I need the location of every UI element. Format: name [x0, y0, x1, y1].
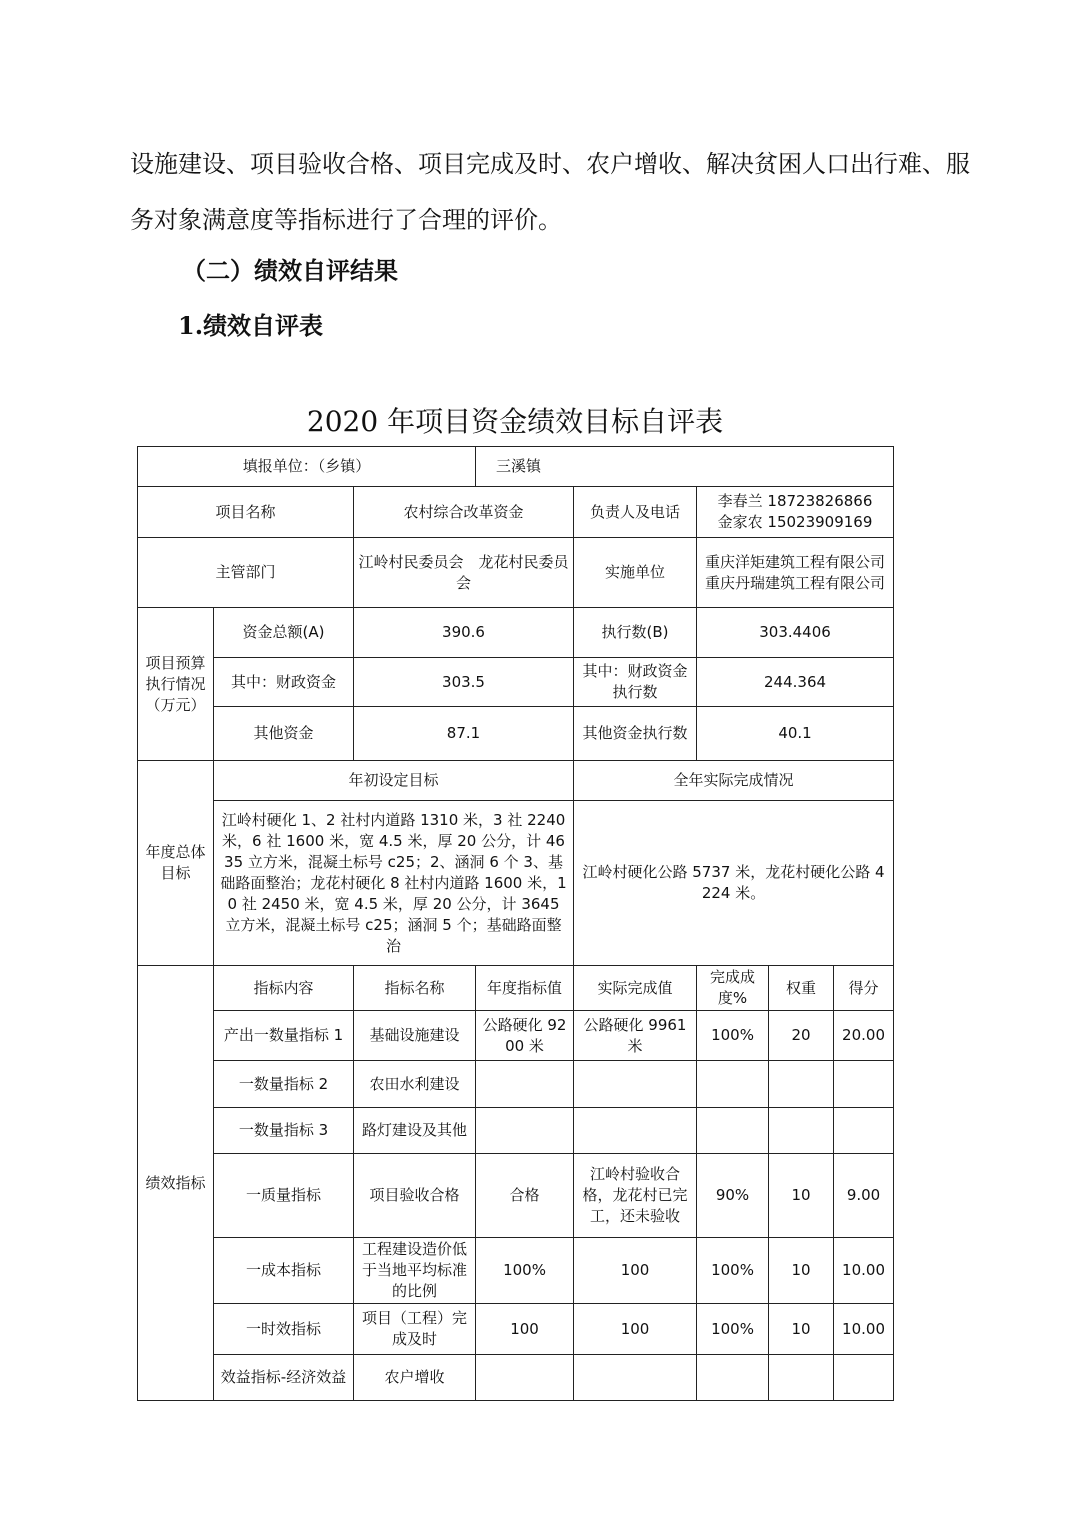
table-row	[138, 1061, 894, 1108]
indicator-content: 效益指标-经济效益	[214, 1355, 354, 1401]
impl-value: 重庆洋矩建筑工程有限公司 重庆丹瑞建筑工程有限公司	[697, 538, 894, 608]
indicator-content: 一数量指标 3	[214, 1108, 354, 1154]
indicator-weight: 10	[769, 1238, 834, 1304]
fiscal-exec-label: 其中：财政资金执行数	[574, 658, 697, 707]
evaluation-table	[137, 446, 894, 1401]
indicator-name: 工程建设造价低于当地平均标准的比例	[354, 1238, 476, 1304]
project-name: 农村综合改革资金	[354, 487, 574, 538]
table-row	[138, 538, 894, 608]
budget-label: 项目预算执行情况（万元）	[138, 608, 214, 761]
dept-value: 江岭村民委员会 龙花村民委员会	[354, 538, 574, 608]
indicator-rate	[697, 1061, 769, 1108]
actual-header: 全年实际完成情况	[574, 761, 894, 801]
contact-1: 李春兰 18723826866	[717, 492, 873, 510]
indicator-target: 公路硬化 9200 米	[476, 1011, 574, 1061]
indicator-rate: 100%	[697, 1238, 769, 1304]
indicator-rate: 100%	[697, 1011, 769, 1061]
impl-label: 实施单位	[574, 538, 697, 608]
indicator-score: 10.00	[834, 1304, 894, 1355]
executed: 303.4406	[697, 608, 894, 658]
indicator-actual: 100	[574, 1304, 697, 1355]
indicator-target	[476, 1061, 574, 1108]
indicator-content: 产出一数量指标 1	[214, 1011, 354, 1061]
col-header: 年度指标值	[476, 966, 574, 1011]
col-header: 指标内容	[214, 966, 354, 1011]
table-row	[138, 966, 894, 1011]
indicator-score: 20.00	[834, 1011, 894, 1061]
annual-label: 年度总体目标	[138, 761, 214, 966]
intro-paragraph: 设施建设、项目验收合格、项目完成及时、农户增收、解决贫困人口出行难、服务对象满意度等指标进行了合理的评价。	[130, 150, 970, 234]
col-header: 实际完成值	[574, 966, 697, 1011]
actual-text: 江岭村硬化公路 5737 米，龙花村硬化公路 4224 米。	[574, 801, 894, 966]
dept-label: 主管部门	[138, 538, 354, 608]
other: 87.1	[354, 707, 574, 761]
indicator-name: 项目（工程）完成及时	[354, 1304, 476, 1355]
indicator-rate: 90%	[697, 1154, 769, 1238]
target-header: 年初设定目标	[214, 761, 574, 801]
total-funds: 390.6	[354, 608, 574, 658]
indicator-actual: 公路硬化 9961 米	[574, 1011, 697, 1061]
table-row	[138, 447, 894, 487]
table-row	[138, 801, 894, 966]
indicator-name: 基础设施建设	[354, 1011, 476, 1061]
col-header: 得分	[834, 966, 894, 1011]
indicator-score	[834, 1355, 894, 1401]
fiscal: 303.5	[354, 658, 574, 707]
target-text: 江岭村硬化 1、2 社村内道路 1310 米，3 社 2240 米，6 社 1600 米，宽 4.5 米，厚 20 公分，计 4635 立方米，混凝土标号 c25；2、涵洞 6 个 3、基础路面整治；龙花村硬化 8 社村内道路 1600 米，10 社 2450 米，宽 4.5 米，厚 20 公分，计 3645 立方米，混凝土标号 c25；涵洞 5 个；基础路面整治	[214, 801, 574, 966]
indicator-rate: 100%	[697, 1304, 769, 1355]
table-row	[138, 487, 894, 538]
indicator-weight	[769, 1061, 834, 1108]
indicator-actual	[574, 1355, 697, 1401]
indicator-name: 项目验收合格	[354, 1154, 476, 1238]
indicator-actual: 江岭村验收合格，龙花村已完工，还未验收	[574, 1154, 697, 1238]
fiscal-exec: 244.364	[697, 658, 894, 707]
indicator-actual	[574, 1061, 697, 1108]
project-name-label: 项目名称	[138, 487, 354, 538]
unit-value: 三溪镇	[476, 447, 894, 487]
col-header: 权重	[769, 966, 834, 1011]
table-row	[138, 1304, 894, 1355]
other-label: 其他资金	[214, 707, 354, 761]
indicator-rate	[697, 1108, 769, 1154]
indicator-target: 100	[476, 1304, 574, 1355]
indicator-target	[476, 1108, 574, 1154]
indicator-name: 农户增收	[354, 1355, 476, 1401]
indicator-weight	[769, 1355, 834, 1401]
table-row	[138, 1355, 894, 1401]
indicator-content: 一质量指标	[214, 1154, 354, 1238]
indicator-actual: 100	[574, 1238, 697, 1304]
fiscal-label: 其中：财政资金	[214, 658, 354, 707]
indicator-weight: 10	[769, 1304, 834, 1355]
table-row	[138, 1011, 894, 1061]
table-row	[138, 608, 894, 658]
perf-label: 绩效指标	[138, 966, 214, 1401]
table-row	[138, 1238, 894, 1304]
executed-label: 执行数(B)	[574, 608, 697, 658]
indicator-score	[834, 1061, 894, 1108]
indicator-weight: 10	[769, 1154, 834, 1238]
indicator-content: 一时效指标	[214, 1304, 354, 1355]
col-header: 指标名称	[354, 966, 476, 1011]
contact-info	[697, 487, 894, 538]
indicator-name: 路灯建设及其他	[354, 1108, 476, 1154]
indicator-score: 10.00	[834, 1238, 894, 1304]
other-exec-label: 其他资金执行数	[574, 707, 697, 761]
unit-label: 填报单位：（乡镇）	[138, 447, 476, 487]
indicator-actual	[574, 1108, 697, 1154]
indicator-content: 一数量指标 2	[214, 1061, 354, 1108]
indicator-target: 100%	[476, 1238, 574, 1304]
table-row	[138, 658, 894, 707]
contact-2: 金家农 15023909169	[717, 513, 873, 531]
indicator-rate	[697, 1355, 769, 1401]
table-row	[138, 761, 894, 801]
col-header: 完成成度%	[697, 966, 769, 1011]
indicator-name: 农田水利建设	[354, 1061, 476, 1108]
indicator-score	[834, 1108, 894, 1154]
indicator-target: 合格	[476, 1154, 574, 1238]
subsection-heading: 1.绩效自评表	[178, 311, 324, 340]
indicator-target	[476, 1355, 574, 1401]
table-row	[138, 707, 894, 761]
contact-label: 负责人及电话	[574, 487, 697, 538]
other-exec: 40.1	[697, 707, 894, 761]
indicator-score: 9.00	[834, 1154, 894, 1238]
total-funds-label: 资金总额(A)	[214, 608, 354, 658]
table-row	[138, 1108, 894, 1154]
indicator-content: 一成本指标	[214, 1238, 354, 1304]
section-heading: （二）绩效自评结果	[182, 256, 398, 285]
indicator-weight: 20	[769, 1011, 834, 1061]
table-row	[138, 1154, 894, 1238]
table-title: 2020 年项目资金绩效目标自评表	[306, 405, 724, 438]
indicator-weight	[769, 1108, 834, 1154]
